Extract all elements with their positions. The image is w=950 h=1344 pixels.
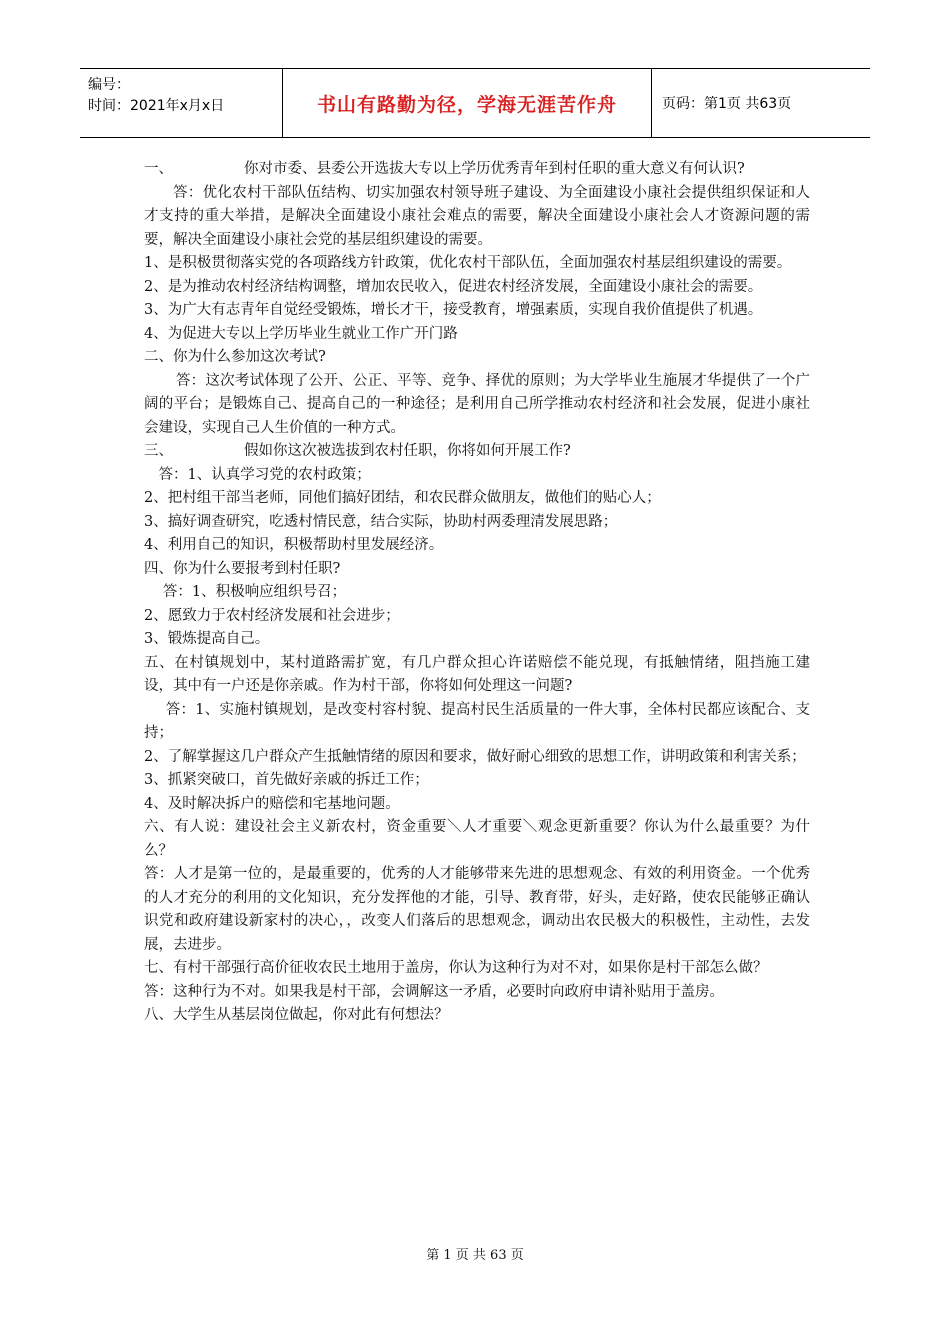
body-paragraph: 七、有村干部强行高价征收农民土地用于盖房，你认为这种行为对不对，如果你是村干部怎么做？ — [144, 960, 768, 976]
document-date: 时间：2021年x月x日 — [88, 98, 225, 114]
question-number: 三、 — [144, 443, 173, 459]
body-paragraph: 1、是积极贯彻落实党的各项路线方针政策，优化农村干部队伍，全面加强农村基层组织建设的需要。 — [144, 255, 792, 271]
body-paragraph: 2、是为推动农村经济结构调整，增加农民收入，促进农村经济发展，全面建设小康社会的需要。 — [144, 278, 763, 295]
body-paragraph: 3、搞好调查研究，吃透村情民意，结合实际，协助村两委理清发展思路； — [144, 513, 618, 530]
body-paragraph: 五、在村镇规划中，某村道路需扩宽，有几户群众担心许诺赔偿不能兑现，有抵触情绪，阻挡施工建设，其中有一户还是你亲戚。作为村干部，你将如何处理这一问题? — [144, 654, 810, 694]
body-paragraph: 4、利用自己的知识，积极帮助村里发展经济。 — [144, 537, 444, 553]
question-heading — [144, 158, 810, 182]
body-paragraph: 答：1、实施村镇规划，是改变村容村貌、提高村民生活质量的一件大事，全体村民都应该配合、支持； — [144, 701, 810, 741]
question-number: 一、 — [144, 161, 173, 177]
body-paragraph: 答：1、认真学习党的农村政策； — [158, 466, 371, 483]
question-text: 假如你这次被选拔到农村任职，你将如何开展工作? — [244, 443, 571, 459]
body-paragraph: 八、大学生从基层岗位做起，你对此有何想法？ — [144, 1007, 449, 1023]
body-paragraph: 2、愿致力于农村经济发展和社会进步； — [144, 607, 400, 624]
page-header — [80, 68, 870, 138]
body-paragraph: 3、锻炼提高自己。 — [144, 631, 270, 647]
body-paragraph: 3、抓紧突破口，首先做好亲戚的拆迁工作； — [144, 772, 429, 788]
body-paragraph: 答：优化农村干部队伍结构、切实加强农村领导班子建设、为全面建设小康社会提供组织保证和人才支持的重大举措，是解决全面建设小康社会难点的需要，解决全面建设小康社会人才资源问题的需要，解决全面建设小康社会党的基层组织建设的需要。 — [144, 184, 810, 248]
body-paragraph: 二、你为什么参加这次考试? — [144, 349, 326, 365]
body-paragraph: 答：这种行为不对。如果我是村干部，会调解这一矛盾，必要时向政府申请补贴用于盖房。 — [144, 983, 724, 1000]
body-paragraph: 四、你为什么要报考到村任职? — [144, 560, 341, 577]
body-paragraph: 答：1、积极响应组织号召； — [162, 584, 347, 600]
page-footer: 第 1 页 共 63 页 — [426, 1248, 524, 1263]
header-motto: 书山有路勤为径，学海无涯苦作舟 — [282, 69, 652, 137]
body-paragraph: 4、及时解决拆户的赔偿和宅基地问题。 — [144, 795, 400, 812]
question-heading — [144, 440, 810, 464]
document-number-label: 编号： — [88, 77, 130, 93]
body-paragraph: 2、了解掌握这几户群众产生抵触情绪的原因和要求，做好耐心细致的思想工作，讲明政策和利害关系； — [144, 748, 806, 765]
body-paragraph: 六、有人说：建设社会主义新农村，资金重要＼人才重要＼观念更新重要？你认为什么最重要？为什么？ — [144, 819, 810, 859]
header-page-info: 页码：第1页 共63页 — [662, 96, 792, 112]
question-text: 你对市委、县委公开选拔大专以上学历优秀青年到村任职的重大意义有何认识? — [244, 161, 745, 177]
document-body — [144, 158, 810, 1028]
body-paragraph: 答：这次考试体现了公开、公正、平等、竞争、择优的原则；为大学毕业生施展才华提供了一个广阔的平台；是锻炼自己、提高自己的一种途径；是利用自己所学推动农村经济和社会发展，促进小康社会建设，实现自己人生价值的一种方式。 — [144, 372, 810, 436]
body-paragraph: 2、把村组干部当老师，同他们搞好团结，和农民群众做朋友，做他们的贴心人； — [144, 490, 661, 506]
body-paragraph: 4、为促进大专以上学历毕业生就业工作广开门路 — [144, 325, 458, 342]
body-paragraph: 3、为广大有志青年自觉经受锻炼，增长才干，接受教育，增强素质，实现自我价值提供了机遇。 — [144, 302, 763, 318]
body-paragraph: 答：人才是第一位的，是最重要的，优秀的人才能够带来先进的思想观念、有效的利用资金。一个优秀的人才充分的利用的文化知识，充分发挥他的才能，引导、教育带，好头，走好路，使农民能够正确认识党和政府建设新家村的决心，，改变人们落后的思想观念，调动出农民极大的积极性，主动性，去发展，去进步。 — [144, 866, 810, 953]
header-meta — [80, 69, 282, 137]
